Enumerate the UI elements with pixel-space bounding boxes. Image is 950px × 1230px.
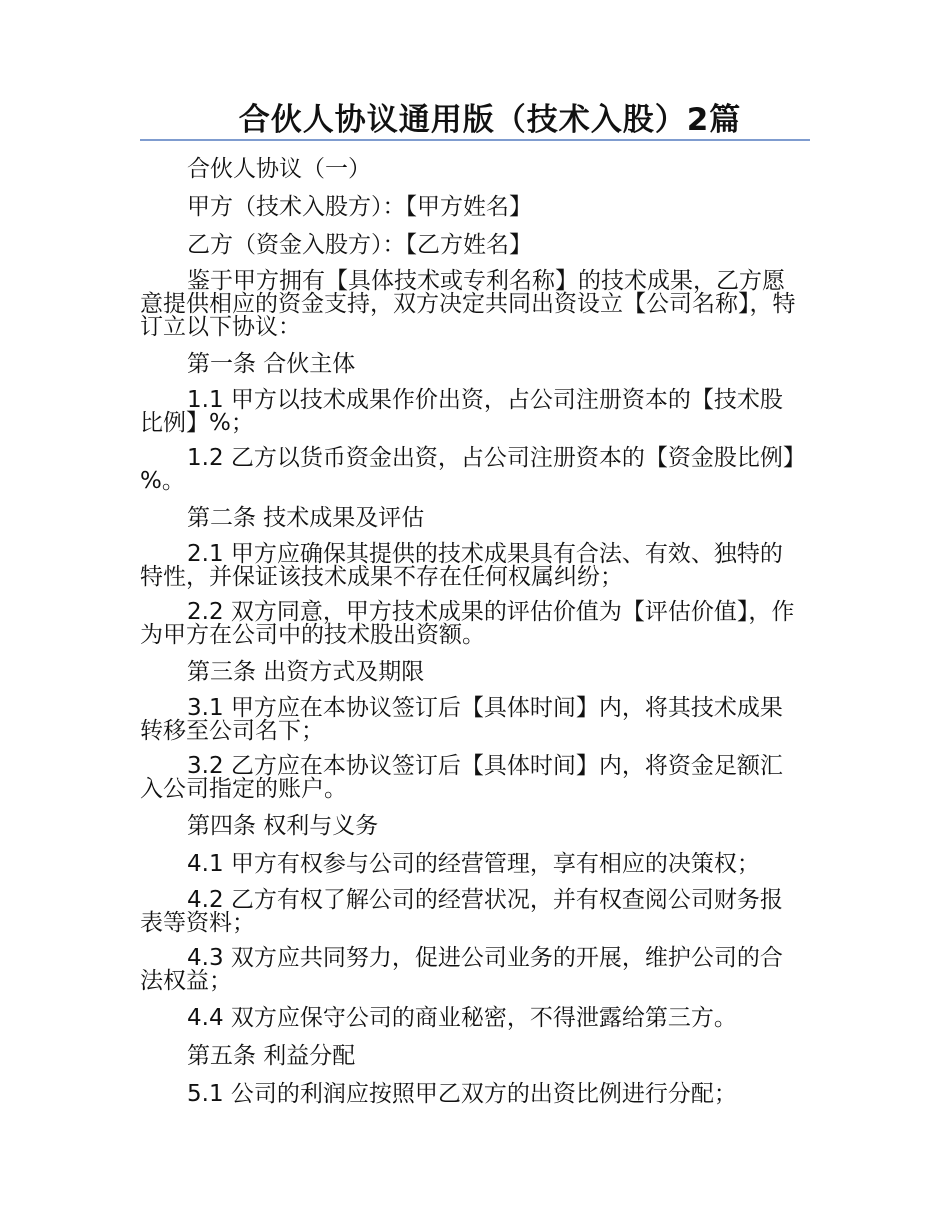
section-heading: 第四条 权利与义务 xyxy=(187,813,379,839)
paragraph: 4.3 双方应共同努力，促进公司业务的开展，维护公司的合法权益； xyxy=(140,945,783,994)
document-title: 合伙人协议通用版（技术入股）2篇 xyxy=(238,102,742,138)
section-heading: 第五条 利益分配 xyxy=(187,1043,356,1069)
title-underline xyxy=(140,139,810,141)
paragraph: 3.2 乙方应在本协议签订后【具体时间】内，将资金足额汇入公司指定的账户。 xyxy=(140,753,783,802)
paragraph: 4.1 甲方有权参与公司的经营管理，享有相应的决策权； xyxy=(187,851,760,877)
section-heading: 第一条 合伙主体 xyxy=(187,351,356,377)
paragraph: 1.1 甲方以技术成果作价出资，占公司注册资本的【技术股比例】%； xyxy=(140,387,783,436)
paragraph: 乙方（资金入股方）：【乙方姓名】 xyxy=(187,232,532,258)
paragraph: 2.2 双方同意，甲方技术成果的评估价值为【评估价值】，作为甲方在公司中的技术股出资额。 xyxy=(140,599,795,648)
paragraph: 鉴于甲方拥有【具体技术或专利名称】的技术成果，乙方愿意提供相应的资金支持，双方决定共同出资设立【公司名称】，特订立以下协议： xyxy=(140,268,796,340)
document-body xyxy=(140,156,805,1119)
paragraph: 合伙人协议（一） xyxy=(187,156,371,182)
paragraph: 2.1 甲方应确保其提供的技术成果具有合法、有效、独特的特性，并保证该技术成果不存在任何权属纠纷； xyxy=(140,541,783,590)
paragraph: 3.1 甲方应在本协议签订后【具体时间】内，将其技术成果转移至公司名下； xyxy=(140,695,783,744)
section-heading: 第三条 出资方式及期限 xyxy=(187,659,425,685)
paragraph: 1.2 乙方以货币资金出资，占公司注册资本的【资金股比例】%。 xyxy=(140,445,795,494)
paragraph: 甲方（技术入股方）：【甲方姓名】 xyxy=(187,194,532,220)
paragraph: 4.4 双方应保守公司的商业秘密，不得泄露给第三方。 xyxy=(187,1005,737,1031)
paragraph: 5.1 公司的利润应按照甲乙双方的出资比例进行分配； xyxy=(187,1081,737,1107)
section-heading: 第二条 技术成果及评估 xyxy=(187,505,425,531)
paragraph: 4.2 乙方有权了解公司的经营状况，并有权查阅公司财务报表等资料； xyxy=(140,887,783,936)
